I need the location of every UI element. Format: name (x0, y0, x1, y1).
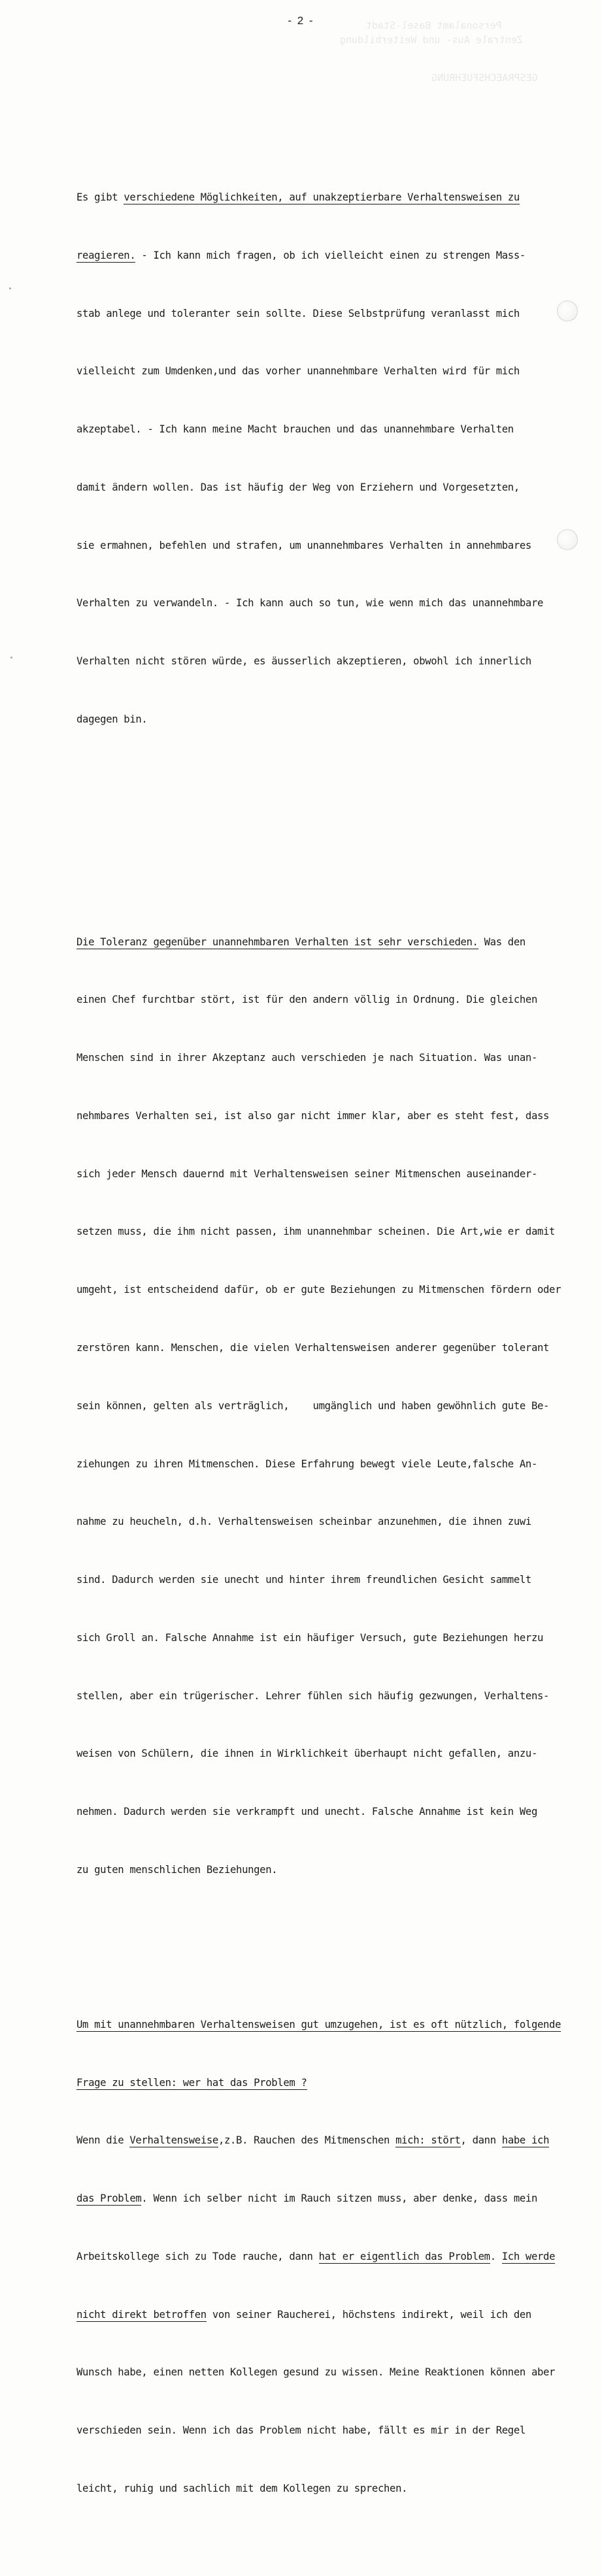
text-line: Wunsch habe, einen netten Kollegen gesund zu wissen. Meine Reaktionen können aber (76, 2366, 556, 2379)
text-line: nahme zu heucheln, d.h. Verhaltensweisen scheinbar anzunehmen, die ihnen zuwi (76, 1516, 531, 1528)
underlined-phrase: verschiedene Möglichkeiten, auf unakzeptierbare Verhaltensweisen zu (124, 191, 520, 203)
text-line: vielleicht zum Umdenken,und das vorher unannehmbare Verhalten wird für mich (76, 365, 520, 378)
text-line: Menschen sind in ihrer Akzeptanz auch verschieden je nach Situation. Was unan- (76, 1052, 537, 1064)
text-line: Verhalten nicht stören würde, es äusserlich akzeptieren, obwohl ich innerlich (76, 655, 531, 668)
reverse-side-heading-2: Zentrale Aus- und Weiterbildung (340, 34, 523, 46)
text-line: nehmen. Dadurch werden sie verkrampft und unecht. Falsche Annahme ist kein Weg (76, 1806, 537, 1818)
underlined-phrase: mich: stört (395, 2134, 461, 2147)
text-line: nehmbares Verhalten sei, ist also gar nicht immer klar, aber es steht fest, dass (76, 1109, 550, 1122)
underlined-phrase: nicht direkt betroffen (76, 2308, 207, 2321)
underlined-phrase: reagieren. (76, 249, 136, 261)
paragraph-1: Es gibt verschiedene Möglichkeiten, auf unakzeptierbare Verhaltensweisen zu reagieren. - Ich kann mich fragen, ob ich vielleicht einen zu strengen Mass- stab anlege und toleranter sein sollte. Diese Selbstprüfung veranlasst mich vielleicht zum Umdenken,und das vorher unannehmbare Verhalten wird für mich akzeptabel. - Ich kann meine Macht brauchen und das unannehmbare Verhalten damit ändern wollen. Das ist häufig der Weg von Erziehern und Vorgesetzten, sie ermahnen, befehlen und strafen, um unannehmbares Verhalten in annehmbares Verhalten zu verwandeln. - Ich kann auch so tun, wie wenn mich das unannehmbare Verhalten nicht stören würde, es äusserlich akzeptieren, obwohl ich innerlich dagegen bin. (76, 150, 580, 768)
text-line: zerstören kann. Menschen, die vielen Verhaltensweisen anderer gegenüber tolerant (76, 1342, 550, 1354)
underlined-phrase: hat er eigentlich das Problem (318, 2250, 490, 2262)
text-line: Verhalten zu verwandeln. - Ich kann auch so tun, wie wenn mich das unannehmbare (76, 597, 544, 610)
text-line: sein können, gelten als verträglich, umgänglich und haben gewöhnlich gute Be- (76, 1399, 550, 1412)
text-line: leicht, ruhig und sachlich mit dem Kollegen zu sprechen. (76, 2483, 408, 2495)
text-line: zu guten menschlichen Beziehungen. (76, 1864, 278, 1876)
text-line: stab anlege und toleranter sein sollte. Diese Selbstprüfung veranlasst mich (76, 307, 520, 319)
text-line: weisen von Schülern, die ihnen in Wirklichkeit überhaupt nicht gefallen, anzu- (76, 1748, 537, 1760)
text-line: umgeht, ist entscheidend dafür, ob er gute Beziehungen zu Mitmenschen fördern oder (76, 1284, 561, 1296)
underlined-phrase: Ich werde (501, 2250, 556, 2262)
paper-speck (10, 657, 12, 659)
text-line: dagegen bin. (76, 713, 148, 725)
paper-speck (9, 287, 11, 289)
text-line: sie ermahnen, befehlen und strafen, um unannehmbares Verhalten in annehmbares (76, 539, 531, 551)
text-line: sind. Dadurch werden sie unecht und hinter ihrem freundlichen Gesicht sammelt (76, 1574, 531, 1586)
text-line: ziehungen zu ihren Mitmenschen. Diese Erfahrung bewegt viele Leute,falsche An- (76, 1458, 537, 1470)
text-line: damit ändern wollen. Das ist häufig der Weg von Erziehern und Vorgesetzten, (76, 481, 520, 493)
text-line: verschieden sein. Wenn ich das Problem nicht habe, fällt es mir in der Regel (76, 2424, 526, 2437)
underlined-phrase: Verhaltensweise (129, 2134, 218, 2147)
punch-hole (557, 301, 578, 321)
text-line: setzen muss, die ihm nicht passen, ihm unannehmbar scheinen. Die Art,wie er damit (76, 1226, 556, 1238)
text-line: akzeptabel. - Ich kann meine Macht brauchen und das unannehmbare Verhalten (76, 423, 514, 436)
text-line: sich Groll an. Falsche Annahme ist ein häufiger Versuch, gute Beziehungen herzu (76, 1631, 544, 1644)
document-body (76, 91, 580, 2576)
underlined-phrase: Frage zu stellen: wer hat das Problem ? (76, 2076, 307, 2089)
paragraph-2: Die Toleranz gegenüber unannehmbaren Verhalten ist sehr verschieden. Was den einen Chef furchtbar stört, ist für den andern völlig in Ordnung. Die gleichen Menschen sind in ihrer Akzeptanz auch verschieden je nach Situation. Was unan- nehmbares Verhalten sei, ist also gar nicht immer klar, aber es steht fest, dass sich jeder Mensch dauernd mit Verhaltensweisen seiner Mitmenschen auseinander- setzen muss, die ihm nicht passen, ihm unannehmbar scheinen. Die Art,wie er damit umgeht, ist entscheidend dafür, ob er gute Beziehungen zu Mitmenschen fördern oder zerstören kann. Menschen, die vielen Verhaltensweisen anderer gegenüber tolerant sein können, gelten als verträglich, umgänglich und haben gewöhnlich gute Be- ziehungen zu ihren Mitmenschen. Diese Erfahrung bewegt viele Leute,falsche An- nahme zu heucheln, d.h. Verhaltensweisen scheinbar anzunehmen, die ihnen zuwi sind. Dadurch werden sie unecht und hinter ihrem freundlichen Gesicht sammelt sich Groll an. Falsche Annahme ist ein häufiger Versuch, gute Beziehungen herzu stellen, aber ein trügerischer. Lehrer fühlen sich häufig gezwungen, Verhaltens- weisen von Schülern, die ihnen in Wirklichkeit überhaupt nicht gefallen, anzu- nehmen. Dadurch werden sie verkrampft und unecht. Falsche Annahme ist kein Weg zu guten menschlichen Beziehungen. (76, 894, 580, 1918)
text-line: stellen, aber ein trügerischer. Lehrer fühlen sich häufig gezwungen, Verhaltens- (76, 1689, 550, 1702)
text-line: einen Chef furchtbar stört, ist für den andern völlig in Ordnung. Die gleichen (76, 994, 537, 1006)
underlined-phrase: habe ich (501, 2134, 550, 2147)
underlined-phrase: das Problem (76, 2193, 142, 2205)
page-number: - 2 - (288, 14, 314, 27)
text-line: sich jeder Mensch dauernd mit Verhaltensweisen seiner Mitmenschen auseinander- (76, 1167, 537, 1180)
punch-hole (557, 529, 578, 550)
underlined-phrase: Die Toleranz gegenüber unannehmbaren Verhalten ist sehr verschieden. (76, 936, 478, 948)
reverse-side-heading-1: Personalamt Basel-Stadt (366, 20, 502, 31)
underlined-phrase: Um mit unannehmbaren Verhaltensweisen gut umzugehen, ist es oft nützlich, folgende (76, 2018, 561, 2030)
paragraph-3: Um mit unannehmbaren Verhaltensweisen gut umzugehen, ist es oft nützlich, folgende Frage zu stellen: wer hat das Problem ? Wenn die Verhaltensweise,z.B. Rauchen des Mitmenschen mich: stört, dann habe ich das Problem. Wenn ich selber nicht im Rauch sitzen muss, aber denke, dass mein Arbeitskollege sich zu Tode rauche, dann hat er eigentlich das Problem. Ich werde nicht direkt betroffen von seiner Raucherei, höchstens indirekt, weil ich den Wunsch habe, einen netten Kollegen gesund zu wissen. Meine Reaktionen können aber verschieden sein. Wenn ich das Problem nicht habe, fällt es mir in der Regel leicht, ruhig und sachlich mit dem Kollegen zu sprechen. (76, 1977, 580, 2537)
reverse-side-heading-3: GESPRAECHSFUEHRUNG (431, 72, 538, 84)
